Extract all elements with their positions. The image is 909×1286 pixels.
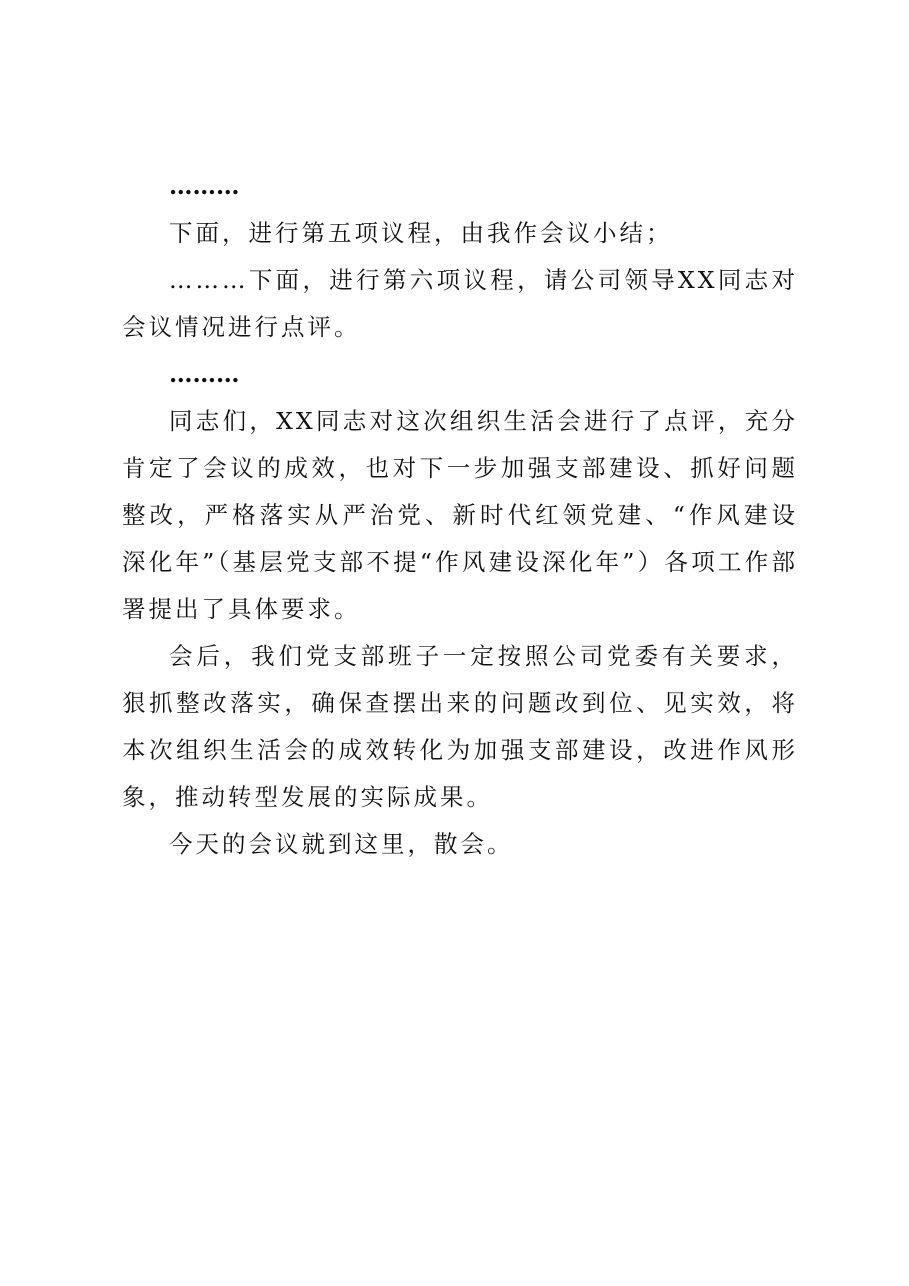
follow-up-paragraph: 会后，我们党支部班子一定按照公司党委有关要求，狠抓整改落实，确保查摆出来的问题改到位、见实效，将本次组织生活会的成效转化为加强支部建设，改进作风形象，推动转型发展的实际成果。 [122, 642, 798, 811]
closing-line: 今天的会议就到这里，散会。 [169, 830, 514, 858]
document-body [122, 163, 798, 868]
agenda-item-six: ………下面，进行第六项议程，请公司领导XX同志对会议情况进行点评。 [122, 266, 798, 341]
agenda-item-five: 下面，进行第五项议程，由我作会议小结； [169, 219, 673, 247]
ellipsis-line: ……… [169, 172, 240, 200]
review-summary-paragraph: 同志们，XX同志对这次组织生活会进行了点评，充分肯定了会议的成效，也对下一步加强支部建设、抓好问题整改，严格落实从严治党、新时代红领党建、“作风建设深化年”（基层党支部不提“作风建设深化年”）各项工作部署提出了具体要求。 [122, 407, 798, 623]
ellipsis-line: ……… [169, 360, 240, 388]
